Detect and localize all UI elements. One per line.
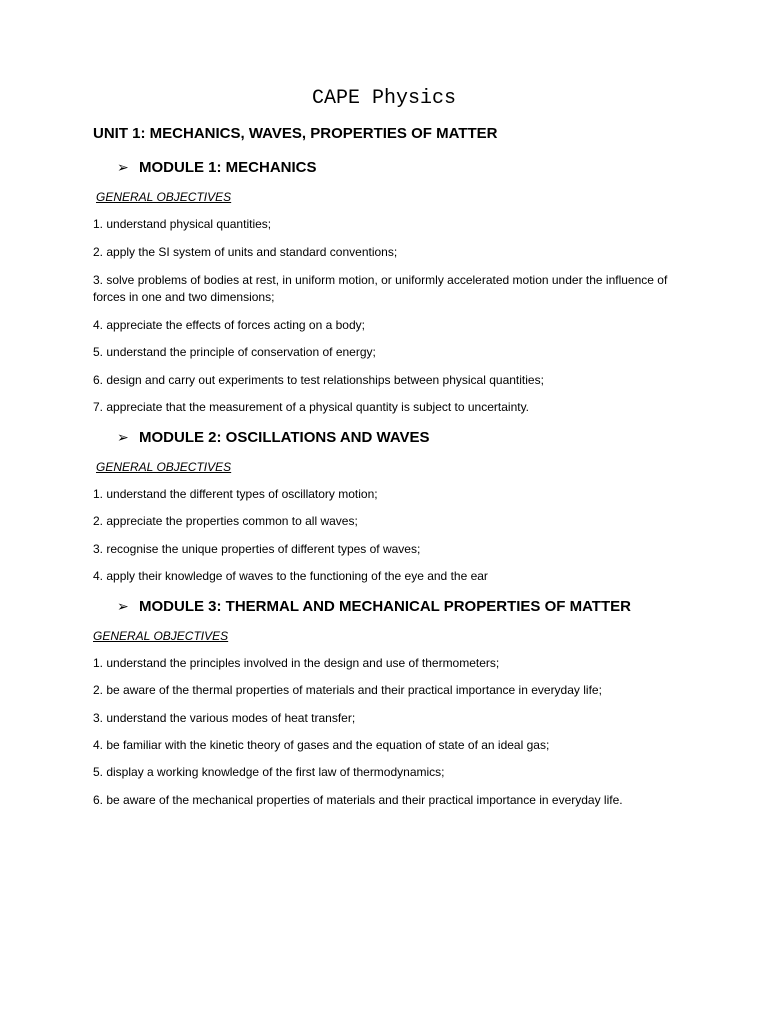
module-2-objective-2: 2. appreciate the properties common to all waves; <box>93 514 358 528</box>
module-1-heading <box>117 157 317 178</box>
module-2-heading-text: MODULE 2: OSCILLATIONS AND WAVES <box>139 429 430 446</box>
module-3-objective-2: 2. be aware of the thermal properties of materials and their practical importance in everyday life; <box>93 683 602 697</box>
module-2-heading <box>117 427 430 448</box>
module-3-objective-6: 6. be aware of the mechanical properties of materials and their practical importance in everyday life. <box>93 793 623 807</box>
module-3-heading-text: MODULE 3: THERMAL AND MECHANICAL PROPERTIES OF MATTER <box>139 598 631 615</box>
module-3-objective-3: 3. understand the various modes of heat transfer; <box>93 711 356 725</box>
module-3-objective-5: 5. display a working knowledge of the first law of thermodynamics; <box>93 765 445 779</box>
arrow-bullet-icon: ➢ <box>117 159 129 175</box>
module-1-heading-text: MODULE 1: MECHANICS <box>139 159 317 176</box>
module-3-general-objectives-label: GENERAL OBJECTIVES <box>93 629 229 643</box>
module-2-objective-1: 1. understand the different types of oscillatory motion; <box>93 487 378 501</box>
module-3-heading <box>117 596 631 617</box>
module-1-objective-6: 6. design and carry out experiments to test relationships between physical quantities; <box>93 373 544 387</box>
module-1-objective-2: 2. apply the SI system of units and standard conventions; <box>93 245 398 259</box>
module-2-objective-4: 4. apply their knowledge of waves to the functioning of the eye and the ear <box>93 569 488 583</box>
module-1-objective-4: 4. appreciate the effects of forces acting on a body; <box>93 318 365 332</box>
module-1-objective-7: 7. appreciate that the measurement of a physical quantity is subject to uncertainty. <box>93 400 530 414</box>
module-1-objective-5: 5. understand the principle of conservation of energy; <box>93 345 376 359</box>
module-2-objective-3: 3. recognise the unique properties of different types of waves; <box>93 542 421 556</box>
module-3-objective-4: 4. be familiar with the kinetic theory of gases and the equation of state of an ideal gas; <box>93 738 550 752</box>
module-1-objective-1: 1. understand physical quantities; <box>93 217 272 231</box>
arrow-bullet-icon: ➢ <box>117 429 129 445</box>
module-2-general-objectives-label: GENERAL OBJECTIVES <box>96 460 232 474</box>
unit-heading: UNIT 1: MECHANICS, WAVES, PROPERTIES OF MATTER <box>93 125 498 142</box>
arrow-bullet-icon: ➢ <box>117 598 129 614</box>
module-1-objective-3: 3. solve problems of bodies at rest, in uniform motion, or uniformly accelerated motion under the influence of forces in one and two dimensions; <box>93 273 668 304</box>
module-3-objective-1: 1. understand the principles involved in the design and use of thermometers; <box>93 656 500 670</box>
module-1-general-objectives-label: GENERAL OBJECTIVES <box>96 190 232 204</box>
document-title: CAPE Physics <box>311 87 457 110</box>
